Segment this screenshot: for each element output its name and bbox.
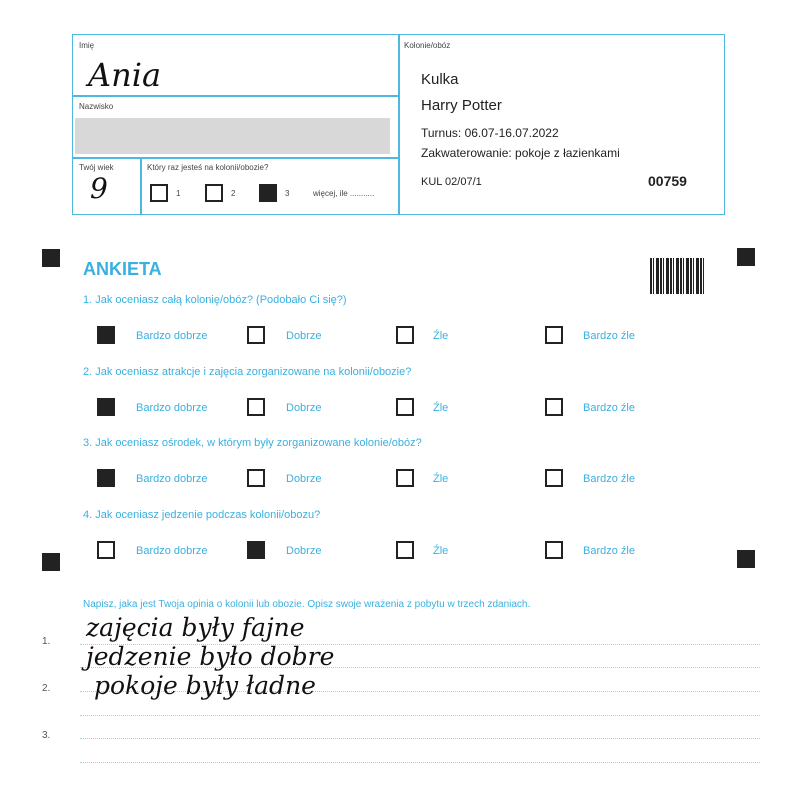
registration-mark-bottom-left [42,553,60,571]
times-option-1: 1 [176,189,181,198]
age-label: Twój wiek [79,163,114,172]
camp-theme: Harry Potter [421,97,502,114]
times-option-3: 3 [285,189,290,198]
option-label: Bardzo dobrze [136,545,208,557]
option-label: Dobrze [286,330,322,342]
option-label: Źle [433,545,449,557]
option-label: Dobrze [286,545,322,557]
opinion-sentence-1[interactable]: zajęcia były fajne [86,613,305,642]
line-number-1: 1. [42,636,51,647]
opinion-sentence-2[interactable]: jedzenie było dobre [86,642,335,671]
q3-option-1-checkbox[interactable] [97,469,115,487]
times-checkbox-3[interactable] [259,184,277,202]
times-checkbox-2[interactable] [205,184,223,202]
q1-option-1-checkbox[interactable] [97,326,115,344]
name-handwritten[interactable]: Ania [88,56,162,94]
option-label: Dobrze [286,473,322,485]
q4-option-3-checkbox[interactable] [396,541,414,559]
writing-line [80,738,760,739]
times-label: Który raz jesteś na kolonii/obozie? [147,163,269,172]
question-text: 3. Jak oceniasz ośrodek, w którym były zorganizowane kolonie/obóz? [83,437,422,449]
surname-redaction [75,118,390,154]
barcode [650,258,706,294]
question-text: 2. Jak oceniasz atrakcje i zajęcia zorganizowane na kolonii/obozie? [83,366,412,378]
q3-option-2-checkbox[interactable] [247,469,265,487]
line-number-2: 2. [42,683,51,694]
q3-option-3-checkbox[interactable] [396,469,414,487]
option-label: Bardzo źle [583,402,635,414]
q1-option-2-checkbox[interactable] [247,326,265,344]
q4-option-2-checkbox[interactable] [247,541,265,559]
survey-title: ANKIETA [83,259,162,279]
header-divider-age [140,157,142,215]
header-divider-name [72,95,398,97]
times-checkbox-1[interactable] [150,184,168,202]
option-label: Dobrze [286,402,322,414]
q1-option-3-checkbox[interactable] [396,326,414,344]
question-text: 4. Jak oceniasz jedzenie podczas kolonii/obozu? [83,509,321,521]
q2-option-4-checkbox[interactable] [545,398,563,416]
q4-option-4-checkbox[interactable] [545,541,563,559]
q3-option-4-checkbox[interactable] [545,469,563,487]
line-number-3: 3. [42,730,51,741]
times-option-2: 2 [231,189,236,198]
option-label: Bardzo dobrze [136,473,208,485]
option-label: Bardzo źle [583,545,635,557]
option-label: Źle [433,330,449,342]
writing-line [80,762,760,763]
q1-option-4-checkbox[interactable] [545,326,563,344]
option-label: Bardzo dobrze [136,402,208,414]
question-text: 1. Jak oceniasz całą kolonię/obóz? (Podobało Ci się?) [83,294,347,306]
header-divider-vertical [398,34,400,215]
q2-option-1-checkbox[interactable] [97,398,115,416]
option-label: Źle [433,473,449,485]
writing-line [80,715,760,716]
registration-mark-bottom-right [737,550,755,568]
camp-label: Kolonie/obóz [404,41,451,50]
opinion-prompt: Napisz, jaka jest Twoja opinia o kolonii lub obozie. Opisz swoje wrażenia z pobytu w trzech zdaniach. [83,599,531,610]
option-label: Bardzo źle [583,330,635,342]
camp-name: Kulka [421,71,459,88]
registration-mark-top-right [737,248,755,266]
name-label: Imię [79,41,95,50]
q2-option-3-checkbox[interactable] [396,398,414,416]
option-label: Źle [433,402,449,414]
camp-code: KUL 02/07/1 [421,176,482,188]
opinion-sentence-3[interactable]: pokoje były ładne [94,671,316,700]
camp-accommodation: Zakwaterowanie: pokoje z łazienkami [421,146,620,160]
surname-label: Nazwisko [79,102,114,111]
camp-number: 00759 [648,173,687,189]
option-label: Bardzo dobrze [136,330,208,342]
option-label: Bardzo źle [583,473,635,485]
header-divider-surname [72,157,398,159]
camp-turnus: Turnus: 06.07-16.07.2022 [421,126,559,140]
q2-option-2-checkbox[interactable] [247,398,265,416]
age-handwritten[interactable]: 9 [90,172,108,205]
times-more-label: więcej, ile ........... [313,189,375,198]
registration-mark-top-left [42,249,60,267]
q4-option-1-checkbox[interactable] [97,541,115,559]
